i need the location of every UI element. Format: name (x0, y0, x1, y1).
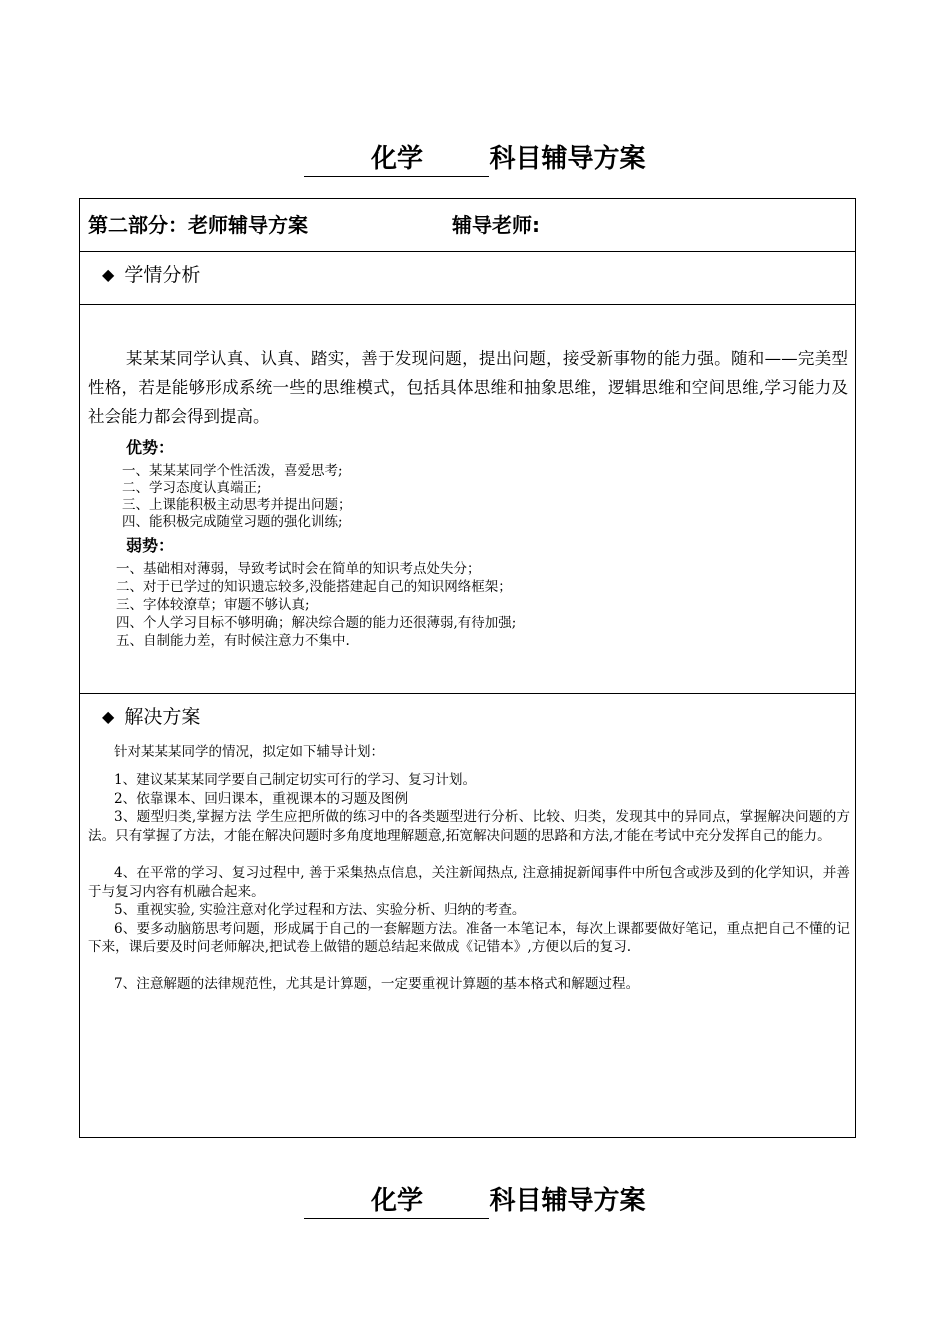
analysis-content-row (80, 304, 855, 693)
solution-intro: 针对某某某同学的情况，拟定如下辅导计划： (114, 744, 384, 760)
solution-item: 7、注意解题的法律规范性，尤其是计算题，一定要重视计算题的基本格式和解题过程。 (114, 976, 640, 992)
subject-blank-2: 化学 (304, 1184, 489, 1219)
solution-item: 5、重视实验, 实验注意对化学过程和方法、实验分析、归纳的考查。 (114, 902, 526, 918)
strength-item: 四、能积极完成随堂习题的强化训练; (122, 514, 343, 530)
weakness-item: 四、个人学习目标不够明确；解决综合题的能力还很薄弱,有待加强; (116, 615, 517, 631)
part-title: 第二部分：老师辅导方案 (88, 213, 308, 237)
weakness-item: 二、对于已学过的知识遗忘较多,没能搭建起自己的知识网络框架； (116, 579, 512, 595)
strength-item: 二、学习态度认真端正; (122, 480, 262, 496)
teacher-label: 辅导老师: (452, 213, 540, 237)
weaknesses-label: 弱势： (126, 536, 175, 555)
title-text-2: 科目辅导方案 (489, 1186, 646, 1216)
page-title (0, 142, 950, 177)
solution-heading-text: 解决方案 (124, 706, 201, 728)
solution-item: 3、题型归类,掌握方法 学生应把所做的练习中的各类题型进行分析、比较、归类，发现其中的异同点，掌握解决问题的方法。只有掌握了方法，才能在解决问题时多角度地理解题意,拓宽解决问题的思路和方法,才能在考试中充分发挥自己的能力。 (88, 809, 850, 844)
analysis-heading-text: 学情分析 (124, 264, 201, 286)
solution-item: 4、在平常的学习、复习过程中, 善于采集热点信息，关注新闻热点, 注意捕捉新闻事件中所包含或涉及到的化学知识，并善于与复习内容有机融合起来。 (88, 865, 850, 900)
diamond-bullet-icon: ◆ (102, 265, 115, 284)
strength-item: 一、某某某同学个性活泼，喜爱思考; (122, 463, 343, 479)
analysis-heading (102, 260, 200, 287)
header-row (80, 199, 855, 251)
solution-item: 6、要多动脑筋思考问题，形成属于自己的一套解题方法。准备一本笔记本，每次上课都要做好笔记，重点把自己不懂的记下来，课后要及时问老师解决,把试卷上做错的题总结起来做成《记错本》,方便以后的复习. (88, 920, 850, 955)
solution-item: 2、依靠课本、回归课本，重视课本的习题及图例 (114, 790, 409, 807)
weakness-item: 三、字体较潦草；审题不够认真; (116, 597, 310, 613)
plan-table (79, 198, 856, 1138)
diamond-bullet-icon: ◆ (102, 707, 115, 726)
weakness-item: 五、自制能力差，有时候注意力不集中. (116, 633, 350, 649)
title-text: 科目辅导方案 (489, 144, 646, 174)
strengths-label: 优势： (126, 438, 175, 457)
solution-row (80, 693, 855, 1137)
solution-heading (102, 702, 200, 729)
analysis-paragraph: 某某某同学认真、认真、踏实，善于发现问题，提出问题，接受新事物的能力强。随和——完美型性格，若是能够形成系统一些的思维模式，包括具体思维和抽象思维，逻辑思维和空间思维,学习能力及社会能力都会得到提高。 (88, 349, 848, 426)
solution-item: 1、建议某某某同学要自己制定切实可行的学习、复习计划。 (114, 772, 477, 788)
page-title-2 (0, 1184, 950, 1219)
analysis-heading-row (80, 251, 855, 304)
subject-blank: 化学 (304, 142, 489, 177)
weakness-item: 一、基础相对薄弱，导致考试时会在简单的知识考点处失分； (116, 561, 481, 577)
strength-item: 三、上课能积极主动思考并提出问题； (122, 497, 352, 513)
